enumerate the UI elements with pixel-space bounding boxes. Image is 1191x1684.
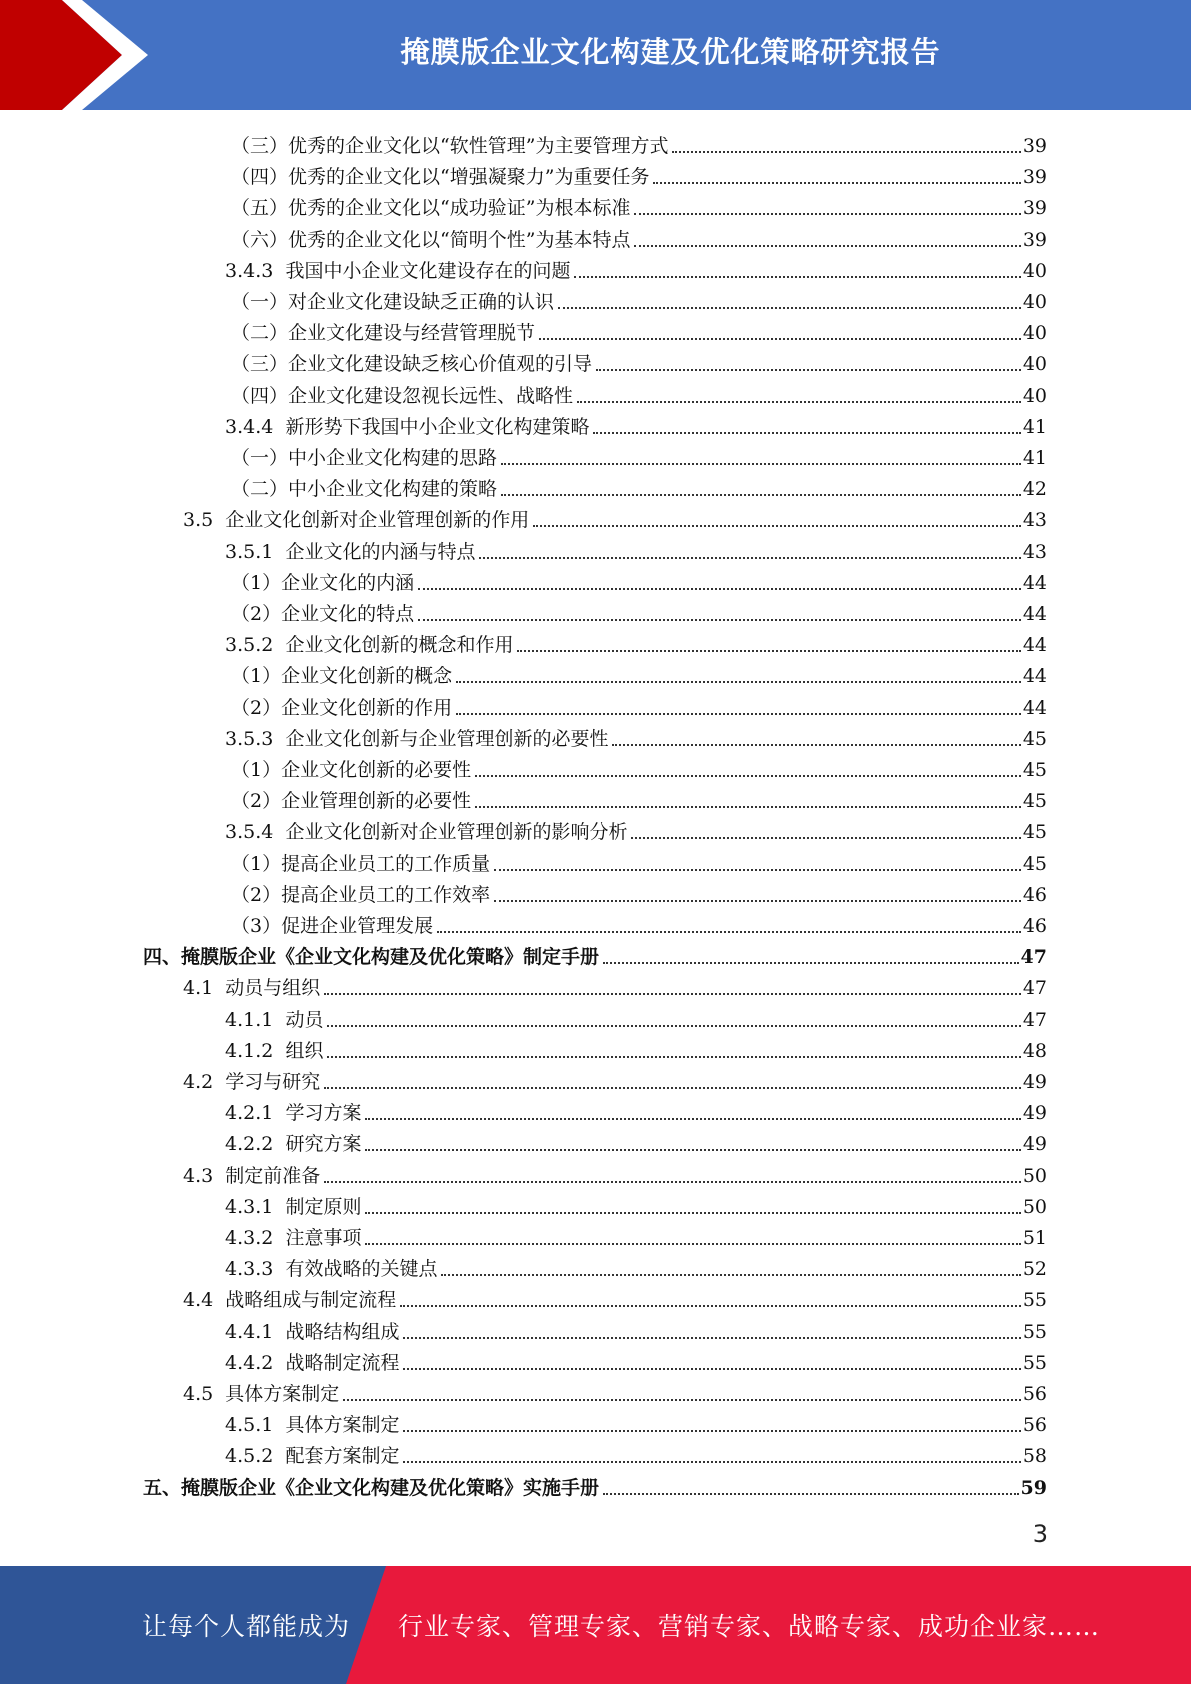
toc-entry[interactable] — [183, 970, 1047, 1001]
toc-entry[interactable] — [231, 877, 1047, 908]
toc-entry-title: 优秀的企业文化以“简明个性”为基本特点 — [288, 228, 631, 251]
toc-entry[interactable] — [231, 471, 1047, 502]
toc-leader-dots — [634, 212, 1020, 215]
toc-entry-number: （三） — [231, 353, 289, 376]
toc-entry-page: 44 — [1022, 634, 1047, 657]
toc-entry[interactable] — [231, 440, 1047, 471]
toc-entry-title: 企业文化创新的概念 — [281, 665, 453, 688]
toc-entry-number: 3.5 — [183, 509, 226, 532]
toc-entry-number: 4.2.2 — [225, 1133, 286, 1156]
toc-entry-number: 4.5.2 — [225, 1445, 286, 1468]
toc-entry-title: 动员 — [285, 1008, 324, 1031]
toc-entry-title: 中小企业文化构建的策略 — [288, 478, 498, 501]
toc-entry-page: 45 — [1022, 727, 1047, 750]
toc-entry-title: 五、掩膜版企业《企业文化构建及优化策略》实施手册 — [143, 1476, 600, 1499]
toc-entry-page: 40 — [1022, 353, 1047, 376]
toc-leader-dots — [634, 244, 1020, 247]
footer-band — [0, 1566, 1191, 1684]
toc-entry[interactable] — [225, 1220, 1047, 1251]
toc-entry-number: 4.4 — [183, 1289, 226, 1312]
toc-entry[interactable] — [225, 1002, 1047, 1033]
toc-entry-number: （2） — [231, 883, 282, 906]
toc-entry-page: 56 — [1022, 1414, 1047, 1437]
toc-entry-title: 组织 — [285, 1039, 324, 1062]
toc-leader-dots — [603, 1492, 1019, 1495]
toc-entry-number: 4.3.3 — [225, 1258, 286, 1281]
toc-entry-page: 45 — [1022, 821, 1047, 844]
toc-entry-number: （1） — [231, 665, 282, 688]
toc-entry-number: 4.1 — [183, 977, 226, 1000]
toc-entry[interactable] — [231, 222, 1047, 253]
toc-entry[interactable] — [183, 1158, 1047, 1189]
toc-leader-dots — [437, 930, 1021, 933]
toc-leader-dots — [501, 462, 1021, 465]
toc-entry-title: 有效战略的关键点 — [285, 1258, 438, 1281]
toc-entry-title: 战略结构组成 — [285, 1320, 400, 1343]
toc-entry[interactable] — [225, 721, 1047, 752]
toc-entry[interactable] — [143, 1470, 1047, 1501]
toc-entry-title: 企业文化创新的概念和作用 — [285, 634, 514, 657]
toc-entry-page: 41 — [1022, 447, 1047, 469]
toc-entry-page: 47 — [1022, 977, 1047, 1000]
toc-leader-dots — [418, 587, 1021, 590]
toc-entry-number: （3） — [231, 915, 282, 937]
toc-entry[interactable] — [231, 315, 1047, 346]
toc-leader-dots — [324, 1086, 1021, 1089]
toc-entry[interactable] — [225, 534, 1047, 565]
toc-entry-title: 学习方案 — [285, 1102, 362, 1125]
toc-entry-page: 39 — [1022, 197, 1047, 220]
toc-entry-title: 学习与研究 — [225, 1071, 321, 1093]
toc-leader-dots — [403, 1460, 1020, 1463]
toc-leader-dots — [494, 868, 1021, 871]
toc-entry-page: 55 — [1022, 1289, 1047, 1312]
toc-entry[interactable] — [231, 284, 1047, 315]
toc-entry-number: （1） — [231, 571, 282, 594]
toc-leader-dots — [365, 1117, 1020, 1120]
toc-entry-number: 3.4.3 — [225, 259, 286, 282]
toc-leader-dots — [324, 1180, 1021, 1183]
toc-entry-number: 4.4.2 — [225, 1351, 286, 1374]
toc-entry-number: 4.2.1 — [225, 1102, 286, 1125]
toc-entry-page: 48 — [1022, 1039, 1047, 1062]
toc-leader-dots — [324, 992, 1021, 995]
toc-entry-number: （2） — [231, 696, 282, 719]
toc-entry-page: 45 — [1022, 790, 1047, 813]
toc-entry-number: （二） — [231, 478, 289, 501]
toc-entry-number: （一） — [231, 447, 289, 469]
toc-leader-dots — [365, 1242, 1020, 1245]
toc-entry-number: （二） — [231, 322, 289, 345]
toc-entry-page: 49 — [1022, 1071, 1047, 1093]
toc-entry-title: 战略组成与制定流程 — [225, 1289, 397, 1312]
toc-leader-dots — [577, 400, 1021, 403]
toc-entry-number: （五） — [231, 197, 289, 220]
toc-entry-title: 企业文化创新对企业管理创新的作用 — [225, 509, 530, 532]
toc-leader-dots — [343, 1398, 1021, 1401]
toc-entry-title: 提高企业员工的工作质量 — [281, 852, 491, 875]
toc-entry-page: 55 — [1022, 1320, 1047, 1343]
toc-entry[interactable] — [225, 1407, 1047, 1438]
toc-entry-page: 47 — [1020, 946, 1047, 969]
toc-entry-page: 43 — [1022, 540, 1047, 563]
toc-entry-page: 40 — [1022, 322, 1047, 345]
toc-entry[interactable] — [183, 1064, 1047, 1095]
toc-leader-dots — [456, 712, 1021, 715]
toc-entry[interactable] — [231, 565, 1047, 596]
toc-leader-dots — [672, 150, 1020, 153]
toc-entry[interactable] — [225, 627, 1047, 658]
toc-entry-title: 动员与组织 — [225, 977, 321, 1000]
toc-entry-number: 3.5.2 — [225, 634, 286, 657]
toc-entry[interactable] — [231, 658, 1047, 689]
toc-entry[interactable] — [225, 253, 1047, 284]
toc-entry[interactable] — [225, 1189, 1047, 1220]
toc-entry-title: 制定原则 — [285, 1195, 362, 1218]
toc-entry-title: 企业文化建设缺乏核心价值观的引导 — [288, 353, 593, 376]
toc-entry-title: 研究方案 — [285, 1133, 362, 1156]
toc-entry-number: 3.4.4 — [225, 415, 286, 438]
toc-entry-title: 企业文化创新与企业管理创新的必要性 — [285, 727, 609, 750]
toc-entry-number: （四） — [231, 384, 289, 407]
toc-entry-page: 40 — [1022, 259, 1047, 282]
toc-entry-number: （三） — [231, 135, 289, 157]
toc-entry[interactable] — [231, 783, 1047, 814]
toc-leader-dots — [365, 1211, 1020, 1214]
toc-leader-dots — [501, 493, 1021, 496]
toc-entry[interactable] — [183, 502, 1047, 533]
toc-leader-dots — [479, 556, 1020, 559]
toc-entry-number: 4.3 — [183, 1164, 226, 1187]
footer-slogan-right: 行业专家、管理专家、营销专家、战略专家、成功企业家…… — [398, 1612, 1101, 1641]
toc-entry-title: 我国中小企业文化建设存在的问题 — [285, 259, 571, 282]
toc-entry-number: 4.5.1 — [225, 1414, 286, 1437]
toc-leader-dots — [558, 306, 1021, 309]
toc-entry-page: 45 — [1022, 759, 1047, 781]
toc-entry[interactable] — [231, 378, 1047, 409]
toc-entry-page: 49 — [1022, 1133, 1047, 1156]
toc-entry-page: 47 — [1022, 1008, 1047, 1031]
toc-entry-page: 39 — [1022, 135, 1047, 157]
toc-entry-title: 四、掩膜版企业《企业文化构建及优化策略》制定手册 — [143, 946, 600, 969]
toc-entry-title: 企业文化创新的作用 — [281, 696, 453, 719]
toc-leader-dots — [612, 743, 1020, 746]
toc-leader-dots — [456, 680, 1021, 683]
toc-entry-title: 中小企业文化构建的思路 — [288, 447, 498, 469]
toc-entry[interactable] — [225, 814, 1047, 845]
toc-entry-page: 39 — [1022, 228, 1047, 251]
toc-entry-title: 企业文化的内涵与特点 — [285, 540, 476, 563]
toc-entry-page: 51 — [1022, 1227, 1047, 1249]
report-title: 掩膜版企业文化构建及优化策略研究报告 — [400, 34, 941, 69]
toc-entry-page: 50 — [1022, 1164, 1047, 1187]
toc-entry-page: 40 — [1022, 291, 1047, 313]
toc-leader-dots — [418, 618, 1021, 621]
toc-entry[interactable] — [231, 908, 1047, 939]
toc-leader-dots — [517, 649, 1020, 652]
toc-entry-page: 56 — [1022, 1383, 1047, 1405]
toc-leader-dots — [327, 1024, 1020, 1027]
toc-entry-number: （一） — [231, 291, 289, 313]
toc-entry-title: 优秀的企业文化以“软性管理”为主要管理方式 — [288, 135, 669, 157]
toc-leader-dots — [653, 181, 1020, 184]
toc-entry-title: 企业文化建设与经营管理脱节 — [288, 322, 536, 345]
toc-entry-title: 新形势下我国中小企业文化构建策略 — [285, 415, 590, 438]
toc-leader-dots — [533, 524, 1021, 527]
toc-entry-page: 45 — [1022, 852, 1047, 875]
toc-entry-number: （六） — [231, 228, 289, 251]
toc-entry[interactable] — [231, 752, 1047, 783]
toc-entry-page: 40 — [1022, 384, 1047, 407]
toc-leader-dots — [403, 1336, 1020, 1339]
toc-entry-page: 52 — [1022, 1258, 1047, 1281]
toc-leader-dots — [631, 836, 1020, 839]
toc-entry-number: 4.3.1 — [225, 1195, 286, 1218]
header-band — [0, 0, 1191, 110]
toc-leader-dots — [596, 368, 1021, 371]
footer-slogan-left: 让每个人都能成为 — [142, 1612, 351, 1641]
toc-entry-page: 43 — [1022, 509, 1047, 532]
toc-entry[interactable] — [225, 1438, 1047, 1469]
toc-entry-number: （1） — [231, 852, 282, 875]
toc-entry-number: 3.5.1 — [225, 540, 286, 563]
toc-entry-page: 39 — [1022, 166, 1047, 189]
toc-entry-title: 配套方案制定 — [285, 1445, 400, 1468]
toc-entry-number: 4.3.2 — [225, 1227, 286, 1249]
toc-entry-number: 4.1.2 — [225, 1039, 286, 1062]
toc-leader-dots — [400, 1304, 1021, 1307]
toc-entry[interactable] — [225, 1314, 1047, 1345]
toc-entry-title: 战略制定流程 — [285, 1351, 400, 1374]
toc-entry-number: （2） — [231, 790, 282, 813]
toc-leader-dots — [603, 961, 1019, 964]
toc-entry-number: 3.5.3 — [225, 727, 286, 750]
toc-leader-dots — [539, 337, 1021, 340]
toc-entry-page: 58 — [1022, 1445, 1047, 1468]
toc-entry-number: 4.2 — [183, 1071, 226, 1093]
toc-entry-page: 42 — [1022, 478, 1047, 501]
toc-entry[interactable] — [225, 1033, 1047, 1064]
toc-entry[interactable] — [231, 596, 1047, 627]
toc-entry[interactable] — [231, 128, 1047, 159]
toc-entry-title: 企业管理创新的必要性 — [281, 790, 472, 813]
toc-entry-number: 4.1.1 — [225, 1008, 286, 1031]
toc-entry-page: 46 — [1022, 883, 1047, 906]
toc-entry-page: 44 — [1022, 665, 1047, 688]
toc-leader-dots — [365, 1148, 1020, 1151]
toc-entry-title: 企业文化创新的必要性 — [281, 759, 472, 781]
toc-leader-dots — [403, 1367, 1020, 1370]
toc-entry-page: 49 — [1022, 1102, 1047, 1125]
toc-entry-title: 企业文化的内涵 — [281, 571, 415, 594]
toc-entry[interactable] — [225, 1126, 1047, 1157]
toc-leader-dots — [441, 1273, 1020, 1276]
toc-entry-title: 注意事项 — [285, 1227, 362, 1249]
toc-entry-page: 44 — [1022, 603, 1047, 625]
toc-entry-page: 59 — [1020, 1476, 1047, 1499]
toc-entry-page: 50 — [1022, 1195, 1047, 1218]
toc-entry[interactable] — [183, 1282, 1047, 1313]
toc-entry-title: 具体方案制定 — [285, 1414, 400, 1437]
toc-entry-number: （四） — [231, 166, 289, 189]
toc-entry-page: 55 — [1022, 1351, 1047, 1374]
toc-leader-dots — [574, 275, 1020, 278]
toc-leader-dots — [327, 1055, 1020, 1058]
toc-entry-number: （2） — [231, 603, 282, 625]
toc-leader-dots — [475, 805, 1021, 808]
toc-entry-title: 优秀的企业文化以“增强凝聚力”为重要任务 — [288, 166, 650, 189]
toc-entry-title: 优秀的企业文化以“成功验证”为根本标准 — [288, 197, 631, 220]
toc-entry[interactable] — [231, 846, 1047, 877]
toc-leader-dots — [403, 1429, 1020, 1432]
toc-entry-title: 企业文化的特点 — [281, 603, 415, 625]
toc-entry-number: 3.5.4 — [225, 821, 286, 844]
toc-entry[interactable] — [231, 159, 1047, 190]
toc-entry-title: 具体方案制定 — [225, 1383, 340, 1405]
toc-entry-title: 制定前准备 — [225, 1164, 321, 1187]
toc-leader-dots — [475, 774, 1021, 777]
toc-entry[interactable] — [231, 690, 1047, 721]
toc-entry-title: 对企业文化建设缺乏正确的认识 — [288, 291, 555, 313]
toc-entry[interactable] — [225, 409, 1047, 440]
toc-entry-page: 46 — [1022, 915, 1047, 937]
toc-entry-number: 4.4.1 — [225, 1320, 286, 1343]
toc-leader-dots — [593, 431, 1020, 434]
toc-entry-title: 促进企业管理发展 — [281, 915, 434, 937]
toc-entry[interactable] — [231, 346, 1047, 377]
toc-entry-number: 4.5 — [183, 1383, 226, 1405]
toc-entry[interactable] — [225, 1251, 1047, 1282]
toc-entry-page: 44 — [1022, 571, 1047, 594]
toc-entry[interactable] — [225, 1345, 1047, 1376]
page-number: 3 — [1032, 1520, 1048, 1548]
toc-entry[interactable] — [143, 939, 1047, 970]
toc-entry-title: 提高企业员工的工作效率 — [281, 883, 491, 906]
toc-entry-title: 企业文化建设忽视长远性、战略性 — [288, 384, 574, 407]
toc-leader-dots — [494, 899, 1021, 902]
toc-entry-number: （1） — [231, 759, 282, 781]
toc-entry-page: 41 — [1022, 415, 1047, 438]
toc-entry-page: 44 — [1022, 696, 1047, 719]
toc-entry[interactable] — [183, 1376, 1047, 1407]
toc-entry[interactable] — [225, 1095, 1047, 1126]
toc-entry-title: 企业文化创新对企业管理创新的影响分析 — [285, 821, 628, 844]
toc-entry[interactable] — [231, 190, 1047, 221]
